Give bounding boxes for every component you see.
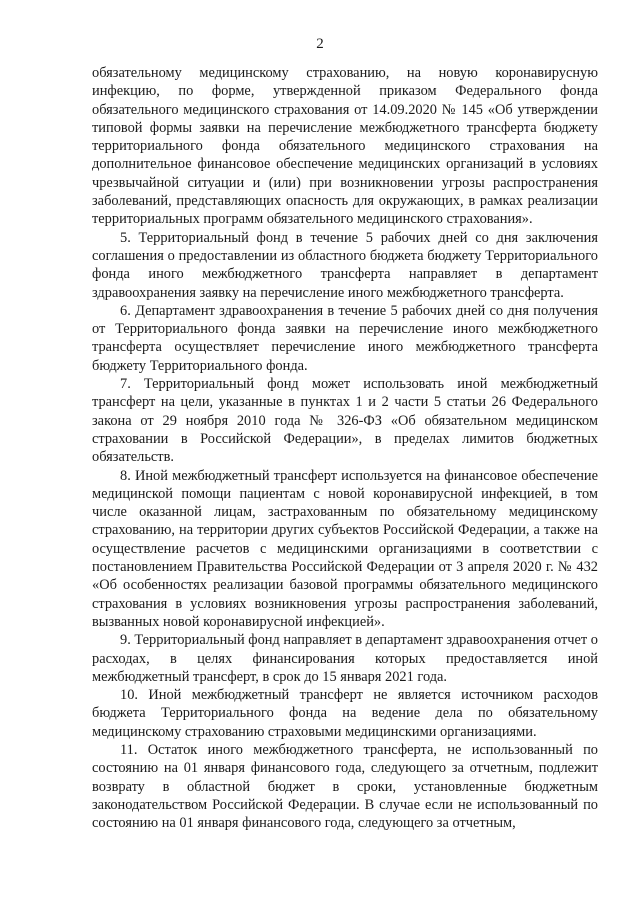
paragraph-item-6: 6. Департамент здравоохранения в течение 5 рабочих дней со дня получения от Территориального фонда заявки на перечисление иного межбюджетного трансферта осуществляет перечисление иного межбюджетного трансферта бюджету Территориального фонда. [92, 302, 598, 374]
paragraph-item-7: 7. Территориальный фонд может использовать иной межбюджетный трансферт на цели, указанные в пунктах 1 и 2 части 5 статьи 26 Федерального закона от 29 ноября 2010 года № 326-ФЗ «Об обязательном медицинском страховании в Российской Федерации», в пределах лимитов бюджетных обязательств. [92, 376, 598, 466]
paragraph-item-8: 8. Иной межбюджетный трансферт используется на финансовое обеспечение медицинской помощи пациентам с новой коронавирусной инфекцией, в том числе оказанной лицам, застрахованным по обязательному медицинскому страхованию, на территории других субъектов Российской Федерации, а также на осуществление расчетов с медицинскими организациями в соответствии с постановлением Правительства Российской Федерации от 3 апреля 2020 г. № 432 «Об особенностях реализации базовой программы обязательного медицинского страхования в условиях возникновения угрозы распространения заболеваний, вызванных новой коронавирусной инфекцией». [92, 467, 598, 630]
paragraph-item-10: 10. Иной межбюджетный трансферт не является источником расходов бюджета Территориального фонда на ведение дела по обязательному медицинскому страхованию страховыми медицинскими организациями. [92, 687, 598, 740]
paragraph-item-11: 11. Остаток иного межбюджетного трансферта, не использованный по состоянию на 01 января финансового года, следующего за отчетным, подлежит возврату в областной бюджет в сроки, установленные бюджетным законодательством Российской Федерации. В случае если не использованный по состоянию на 01 января финансового года, следующего за отчетным, [92, 741, 598, 832]
paragraph-continuation: обязательному медицинскому страхованию, на новую коронавирусную инфекцию, по форме, утвержденной приказом Федерального фонда обязательного медицинского страхования от 14.09.2020 № 145 «Об утверждении типовой формы заявки на перечисление межбюджетного трансферта бюджету территориального фонда обязательного медицинского страхования на дополнительное финансовое обеспечение медицинских организаций в условиях чрезвычайной ситуации и (или) при возникновении угрозы распространения заболеваний, представляющих опасность для окружающих, в рамках реализации территориальных программ обязательного медицинского страхования». [92, 65, 598, 228]
paragraph-item-9: 9. Территориальный фонд направляет в департамент здравоохранения отчет о расходах, в целях финансирования которых предоставляется иной межбюджетный трансферт, в срок до 15 января 2021 года. [92, 632, 598, 685]
paragraph-item-5: 5. Территориальный фонд в течение 5 рабочих дней со дня заключения соглашения о предоставлении из областного бюджета бюджету Территориального фонда иного межбюджетного трансферта направляет в департамент здравоохранения заявку на перечисление иного межбюджетного трансферта. [92, 229, 598, 301]
page-number: 2 [316, 36, 324, 52]
document-body [92, 64, 598, 832]
